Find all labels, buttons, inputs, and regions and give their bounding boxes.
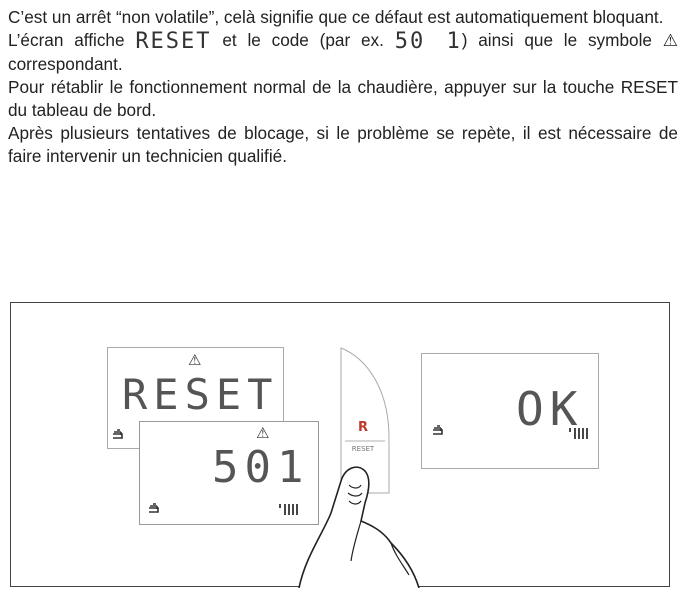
warning-icon: ⚠ [662, 31, 678, 50]
reset-panel [291, 343, 431, 588]
lcd-ok-text: OK [516, 382, 584, 436]
radiator-icon [568, 426, 590, 440]
tap-icon [432, 424, 448, 436]
reset-key-label: RESET [351, 445, 375, 453]
reset-key-letter: R [357, 420, 369, 435]
paragraph-2 [8, 29, 678, 76]
paragraph-2-mid2: ) ainsi que le symbole [461, 30, 663, 50]
paragraph-1-text: C’est un arrêt “non volatile”, celà signifie que ce défaut est automatiquement bloquant. [8, 7, 664, 27]
lcd-ok-display [421, 353, 599, 469]
lcd-code-text: 501 [212, 442, 310, 493]
paragraph-4: Après plusieurs tentatives de blocage, si le problème se repète, il est nécessaire de faire intervenir un technicien qualifié. [8, 123, 678, 166]
tap-icon [148, 502, 164, 514]
paragraph-3: Pour rétablir le fonctionnement normal de la chaudière, appuyer sur la touche RESET du tableau de bord. [8, 77, 678, 120]
warning-icon: ⚠ [256, 425, 270, 442]
warning-icon: ⚠ [188, 352, 202, 369]
paragraph-2-after: correspondant. [8, 54, 123, 74]
paragraph-2-before: L’écran affiche [8, 30, 136, 50]
paragraph-1 [8, 6, 678, 29]
document-text [8, 6, 678, 168]
segment-code-inline: 50 1 [394, 29, 462, 54]
segment-reset-inline: RESET [135, 29, 212, 54]
reset-illustration [10, 302, 670, 587]
lcd-reset-text: RESET [122, 370, 279, 419]
tap-icon [112, 428, 128, 440]
paragraph-2-mid1: et le code (par ex. [211, 30, 395, 50]
